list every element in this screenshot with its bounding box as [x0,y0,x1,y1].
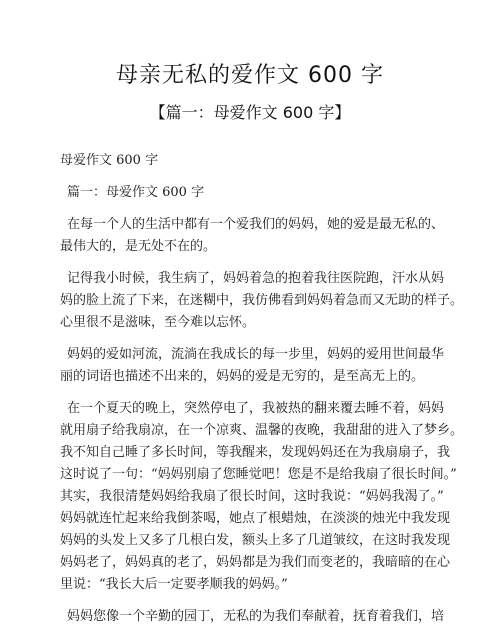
paragraph-line: 妈妈的爱如河流，流淌在我成长的每一步里，妈妈的爱用世间最华 [67,347,445,362]
paragraph-1 [60,214,445,258]
paragraph-2 [60,268,464,334]
paragraph-line: 最伟大的，是无处不在的。 [60,239,217,254]
paragraph-4 [60,398,464,596]
section-heading: 母爱作文 600 字 [60,153,159,168]
paragraph-line: 心里很不是滋味，至今难以忘怀。 [60,315,256,330]
paragraph-line: 在一个夏天的晚上，突然停电了，我被热的翻来覆去睡不着，妈妈 [67,401,445,416]
paragraph-line: 妈妈就连忙起来给我倒茶喝，她点了根蜡烛，在淡淡的烛光中我发现 [60,511,451,526]
paragraph-line: 其实，我很清楚妈妈给我扇了很长时间，这时我说：“妈妈我渴了。” [60,489,444,504]
paragraph-line: 妈妈老了，妈妈真的老了，妈妈都是为我们而变老的，我暗暗的在心 [60,555,451,570]
paragraph-3 [60,344,445,388]
paragraph-line: 里说：“我长大后一定要孝顺我的妈妈。” [60,577,288,592]
paragraph-line: 在每一个人的生活中都有一个爱我们的妈妈，她的爱是最无私的、 [67,217,445,232]
paragraph-line: 妈妈您像一个辛勤的园丁，无私的为我们奉献着，抚育着我们，培 [67,609,445,624]
paragraph-line: 就用扇子给我扇凉，在一个凉爽、温馨的夜晚，我甜甜的进入了梦乡。 [60,423,464,438]
paragraph-line: 妈的脸上流了下来，在迷糊中，我仿佛看到妈妈着急而又无助的样子。 [60,293,464,308]
paragraph-line: 这时说了一句：“妈妈别扇了您睡觉吧！您是不是给我扇了很长时间。” [60,467,457,482]
paragraph-5 [60,606,445,628]
paragraph-line: 记得我小时候，我生病了，妈妈着急的抱着我往医院跑，汗水从妈 [67,271,445,286]
paragraph-line: 丽的词语也描述不出来的，妈妈的爱是无穷的，是至高无上的。 [60,369,425,384]
paragraph-line: 妈妈的头发上又多了几根白发，额头上多了几道皱纹，在这时我发现 [60,533,451,548]
document-title: 母亲无私的爱作文 600 字 [116,63,384,88]
document-subtitle: 【篇一：母爱作文 600 字】 [149,103,351,122]
section-subheading: 篇一：母爱作文 600 字 [67,185,205,200]
paragraph-line: 我不知自己睡了多长时间，等我醒来，发现妈妈还在为我扇扇子，我 [60,445,451,460]
